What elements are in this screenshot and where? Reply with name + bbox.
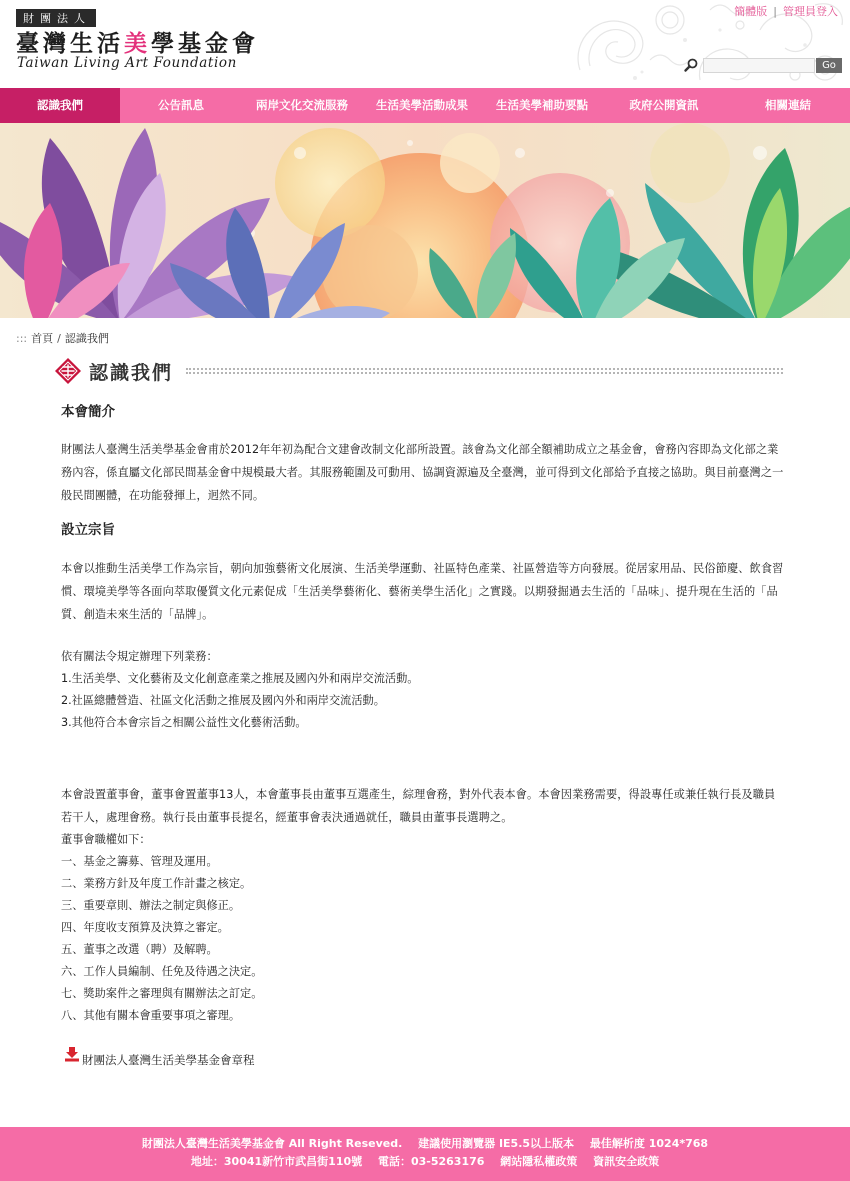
board-duty-item: 一、基金之籌募、管理及運用。 (61, 855, 218, 868)
site-footer (0, 1127, 850, 1181)
footer-browser-note: 建議使用瀏覽器 IE5.5以上版本 (418, 1137, 575, 1150)
board-duty-item: 四、年度收支預算及決算之審定。 (61, 921, 229, 934)
page-title: 認識我們 (89, 362, 174, 384)
footer-resolution-note: 最佳解析度 1024*768 (589, 1137, 709, 1150)
nav-item-subsidy[interactable]: 生活美學補助要點 (496, 98, 588, 112)
page-heading (55, 356, 783, 386)
hero-banner (0, 123, 850, 318)
heading-divider (186, 368, 783, 374)
board-duty-item: 三、重要章則、辦法之制定與修正。 (61, 899, 241, 912)
section-title-intro: 本會簡介 (61, 404, 115, 420)
search-go-button[interactable]: Go (816, 58, 842, 73)
top-links: 簡體版 | 管理員登入 (734, 5, 838, 18)
footer-copyright: 財團法人臺灣生活美學基金會 All Right Reseved. (141, 1137, 403, 1150)
main-nav (0, 88, 850, 123)
board-duty-item: 六、工作人員編制、任免及待遇之決定。 (61, 965, 263, 978)
purpose-paragraph: 本會以推動生活美學工作為宗旨，朝向加強藝術文化展演、生活美學運動、社區特色產業、社區營造等方向發展。從居家用品、民俗節慶、飲食習慣、環境美學等各面向萃取優質文化元素促成「生活美學藝術化、藝術美學生活化」之實踐。以期發掘過去生活的「品味」、提升現在生活的「品質、創造未來生活的「品牌」。 (61, 562, 784, 621)
site-header (0, 0, 850, 88)
breadcrumb-marker: ::: (16, 332, 28, 345)
business-intro: 依有關法令規定辦理下列業務： (61, 650, 218, 663)
footer-phone: 電話：03-5263176 (377, 1155, 485, 1168)
main-content (61, 400, 786, 1027)
download-icon (64, 1046, 80, 1062)
board-duty-item: 七、獎助案件之審理與有關辦法之訂定。 (61, 987, 263, 1000)
footer-privacy-link[interactable]: 網站隱私權政策 (500, 1155, 578, 1168)
logo-subtitle: 財團法人 (16, 9, 96, 27)
flower-banner-illustration (0, 123, 850, 318)
business-item: 3.其他符合本會宗旨之相關公益性文化藝術活動。 (61, 716, 307, 729)
board-duties-intro: 董事會職權如下： (61, 833, 151, 846)
board-duty-item: 二、業務方針及年度工作計畫之核定。 (61, 877, 252, 890)
business-item: 2.社區總體營造、社區文化活動之推展及國內外和兩岸交流活動。 (61, 694, 385, 707)
nav-item-cross-strait[interactable]: 兩岸文化交流服務 (256, 98, 348, 112)
logo-english-name: Taiwan Living Art Foundation (17, 55, 237, 71)
admin-login-link[interactable]: 管理員登入 (783, 5, 838, 18)
simplified-chinese-link[interactable]: 簡體版 (734, 5, 768, 18)
site-logo[interactable] (16, 9, 266, 75)
search-icon (683, 57, 699, 73)
nav-item-activity-results[interactable]: 生活美學活動成果 (376, 98, 468, 112)
footer-address: 地址：30041新竹市武昌街110號 (190, 1155, 363, 1168)
logo-chinese-name: 臺灣生活美學基金會 (16, 30, 259, 57)
nav-item-announcements[interactable]: 公告訊息 (158, 98, 204, 112)
nav-item-links[interactable]: 相關連結 (765, 98, 811, 112)
breadcrumb-home-link[interactable]: 首頁 (31, 332, 54, 345)
nav-item-about[interactable]: 認識我們 (0, 88, 120, 123)
footer-security-link[interactable]: 資訊安全政策 (593, 1155, 660, 1168)
nav-item-government-info[interactable]: 政府公開資訊 (629, 98, 699, 112)
business-item: 1.生活美學、文化藝術及文化創意產業之推展及國內外和兩岸交流活動。 (61, 672, 419, 685)
board-duty-item: 八、其他有關本會重要事項之審理。 (61, 1009, 241, 1022)
section-title-purpose: 設立宗旨 (61, 522, 115, 538)
breadcrumb-current: 認識我們 (64, 332, 109, 345)
charter-download[interactable] (64, 1044, 255, 1068)
foundation-emblem-icon (55, 358, 81, 384)
board-duty-item: 五、董事之改選（聘）及解聘。 (61, 943, 218, 956)
charter-download-link[interactable]: 財團法人臺灣生活美學基金會章程 (82, 1053, 255, 1067)
board-paragraph: 本會設置董事會，董事會置董事13人，本會董事長由董事互選產生，綜理會務，對外代表本會。本會因業務需要，得設專任或兼任執行長及職員若干人，處理會務。執行長由董事長提名，經董事會表決通過就任，職員由董事長選聘之。 (61, 788, 776, 824)
search-input[interactable] (703, 58, 815, 73)
breadcrumb: ::: 首頁 / 認識我們 (16, 332, 109, 345)
intro-paragraph: 財團法人臺灣生活美學基金會甫於2012年年初為配合文建會改制文化部所設置。該會為文化部全額補助成立之基金會，會務內容即為文化部之業務內容，係直屬文化部民間基金會中規模最大者。其服務範圍及可動用、協調資源遍及全臺灣，並可得到文化部給予直接之協助。與目前臺灣之一般民間團體，在功能發揮上，迥然不同。 (61, 443, 784, 502)
site-search (683, 57, 842, 73)
